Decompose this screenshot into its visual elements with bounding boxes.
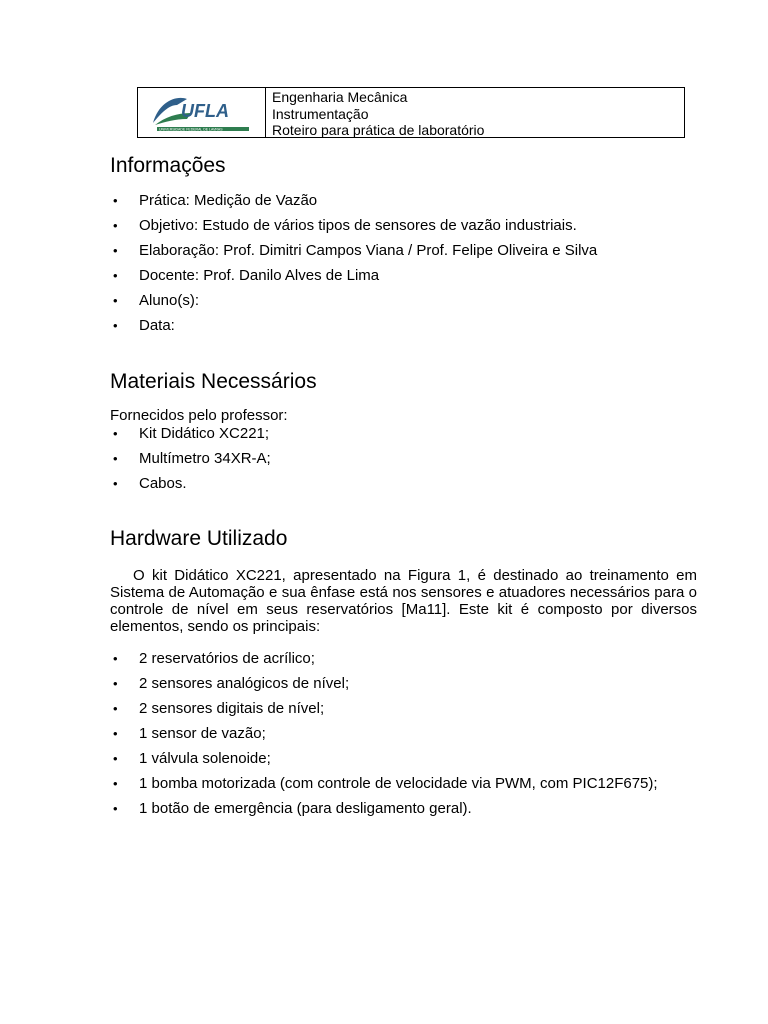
list-item: • 2 reservatórios de acrílico; — [110, 650, 658, 675]
hardware-paragraph: O kit Didático XC221, apresentado na Figura 1, é destinado ao treinamento em Sistema de Automação e sua ênfase está nos sensores e atuadores necessários para o controle de nível em seus reservatórios [Ma11]. Este kit é composto por diversos elementos, sendo os principais: — [110, 567, 697, 635]
list-item: • Cabos. — [110, 475, 271, 500]
header-table — [137, 87, 685, 138]
list-item: • 1 botão de emergência (para desligamento geral). — [110, 800, 658, 825]
logo-text: UFLA — [180, 100, 229, 121]
header-document-type: Roteiro para prática de laboratório — [272, 122, 485, 138]
hardware-list — [110, 650, 658, 825]
list-item: • Objetivo: Estudo de vários tipos de sensores de vazão industriais. — [110, 217, 597, 242]
header-info — [266, 88, 684, 137]
header-subject: Instrumentação — [272, 105, 369, 122]
list-item: • 2 sensores digitais de nível; — [110, 700, 658, 725]
list-item: • 2 sensores analógicos de nível; — [110, 675, 658, 700]
list-item: • 1 válvula solenoide; — [110, 750, 658, 775]
informacoes-list — [110, 192, 597, 342]
ufla-logo-icon — [147, 91, 257, 135]
list-item: • Elaboração: Prof. Dimitri Campos Viana / Prof. Felipe Oliveira e Silva — [110, 242, 597, 267]
list-item: • Aluno(s): — [110, 292, 597, 317]
section-title-materiais: Materiais Necessários — [110, 370, 317, 393]
header-course: Engenharia Mecânica — [272, 89, 408, 105]
list-item: • 1 sensor de vazão; — [110, 725, 658, 750]
list-item: • Multímetro 34XR-A; — [110, 450, 271, 475]
materiais-intro: Fornecidos pelo professor: — [110, 407, 288, 424]
materiais-list — [110, 425, 271, 500]
section-title-hardware: Hardware Utilizado — [110, 527, 288, 550]
logo-subtitle: UNIVERSIDADE FEDERAL DE LAVRAS — [158, 127, 223, 131]
section-title-informacoes: Informações — [110, 154, 226, 177]
list-item: • Prática: Medição de Vazão — [110, 192, 597, 217]
list-item: • Kit Didático XC221; — [110, 425, 271, 450]
university-logo — [138, 88, 266, 137]
list-item: • Docente: Prof. Danilo Alves de Lima — [110, 267, 597, 292]
list-item: • 1 bomba motorizada (com controle de velocidade via PWM, com PIC12F675); — [110, 775, 658, 800]
list-item: • Data: — [110, 317, 597, 342]
